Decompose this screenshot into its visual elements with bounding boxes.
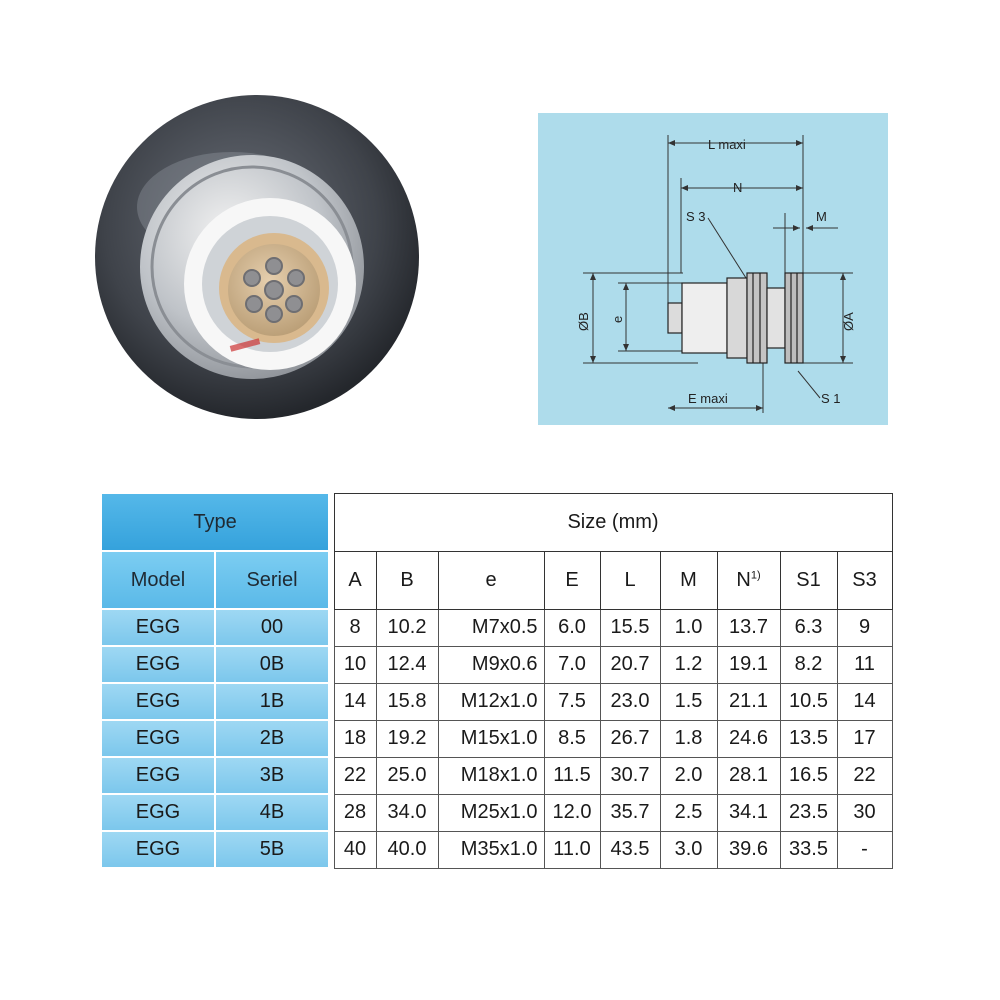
cell-serial: 0B	[215, 646, 329, 683]
cell-m: 1.2	[660, 646, 717, 683]
cell-s1: 33.5	[780, 831, 837, 868]
column-header-a: A	[334, 551, 376, 609]
cell-model: EGG	[101, 720, 215, 757]
table-row	[101, 720, 892, 757]
column-header-s3: S3	[837, 551, 892, 609]
model-column-header: Model	[101, 551, 215, 609]
cell-n: 19.1	[717, 646, 780, 683]
cell-n: 24.6	[717, 720, 780, 757]
column-header-m: M	[660, 551, 717, 609]
cell-serial: 2B	[215, 720, 329, 757]
connector-photo	[92, 92, 422, 422]
cell-e-thread: M9x0.6	[438, 646, 544, 683]
cell-a: 14	[334, 683, 376, 720]
dimension-table	[100, 492, 893, 869]
serial-column-header: Seriel	[215, 551, 329, 609]
cell-e: 7.0	[544, 646, 600, 683]
cell-s1: 10.5	[780, 683, 837, 720]
cell-b: 10.2	[376, 609, 438, 646]
column-header-b: B	[376, 551, 438, 609]
cell-l: 30.7	[600, 757, 660, 794]
cell-l: 43.5	[600, 831, 660, 868]
table-row	[101, 646, 892, 683]
cell-m: 1.5	[660, 683, 717, 720]
cell-e: 6.0	[544, 609, 600, 646]
cell-s1: 16.5	[780, 757, 837, 794]
connector-photo-graphic	[92, 92, 422, 422]
cell-serial: 00	[215, 609, 329, 646]
cell-model: EGG	[101, 646, 215, 683]
cell-serial: 1B	[215, 683, 329, 720]
table-row	[101, 794, 892, 831]
dimension-diagram	[538, 113, 888, 425]
cell-m: 1.0	[660, 609, 717, 646]
cell-m: 2.5	[660, 794, 717, 831]
cell-m: 2.0	[660, 757, 717, 794]
cell-s1: 23.5	[780, 794, 837, 831]
column-header-n-label: N	[736, 568, 751, 591]
cell-n: 21.1	[717, 683, 780, 720]
cell-e-thread: M15x1.0	[438, 720, 544, 757]
label-l-maxi: L maxi	[708, 137, 746, 152]
cell-s3: 22	[837, 757, 892, 794]
cell-a: 22	[334, 757, 376, 794]
cell-s3: 9	[837, 609, 892, 646]
cell-s3: 14	[837, 683, 892, 720]
cell-l: 26.7	[600, 720, 660, 757]
cell-e-thread: M35x1.0	[438, 831, 544, 868]
cell-s3: -	[837, 831, 892, 868]
cell-s3: 30	[837, 794, 892, 831]
cell-b: 34.0	[376, 794, 438, 831]
cell-e-thread: M25x1.0	[438, 794, 544, 831]
table-row	[101, 609, 892, 646]
cell-n: 39.6	[717, 831, 780, 868]
label-s3: S 3	[686, 209, 706, 224]
cell-serial: 4B	[215, 794, 329, 831]
type-header: Type	[101, 493, 329, 551]
size-header: Size (mm)	[334, 493, 892, 551]
cell-serial: 5B	[215, 831, 329, 868]
cell-serial: 3B	[215, 757, 329, 794]
cell-b: 15.8	[376, 683, 438, 720]
label-m: M	[816, 209, 827, 224]
cell-m: 1.8	[660, 720, 717, 757]
label-n: N	[733, 180, 743, 195]
cell-s3: 11	[837, 646, 892, 683]
cell-n: 28.1	[717, 757, 780, 794]
cell-s3: 17	[837, 720, 892, 757]
cell-a: 28	[334, 794, 376, 831]
column-header-e: E	[544, 551, 600, 609]
column-header-n	[717, 551, 780, 609]
cell-a: 18	[334, 720, 376, 757]
label-s1: S 1	[821, 391, 841, 406]
cell-m: 3.0	[660, 831, 717, 868]
column-header-s1: S1	[780, 551, 837, 609]
cell-a: 40	[334, 831, 376, 868]
cell-model: EGG	[101, 794, 215, 831]
column-header-e-thread: e	[438, 551, 544, 609]
cell-model: EGG	[101, 757, 215, 794]
cell-e: 8.5	[544, 720, 600, 757]
column-header-l: L	[600, 551, 660, 609]
cell-s1: 6.3	[780, 609, 837, 646]
cell-s1: 13.5	[780, 720, 837, 757]
cell-a: 8	[334, 609, 376, 646]
cell-l: 20.7	[600, 646, 660, 683]
cell-s1: 8.2	[780, 646, 837, 683]
cell-b: 12.4	[376, 646, 438, 683]
cell-b: 19.2	[376, 720, 438, 757]
cell-e-thread: M12x1.0	[438, 683, 544, 720]
cell-model: EGG	[101, 831, 215, 868]
cell-e: 7.5	[544, 683, 600, 720]
cell-e-thread: M7x0.5	[438, 609, 544, 646]
label-e: e	[610, 315, 625, 323]
table-row	[101, 831, 892, 868]
cell-model: EGG	[101, 609, 215, 646]
cell-n: 13.7	[717, 609, 780, 646]
label-a: ØA	[841, 312, 856, 331]
cell-e: 11.5	[544, 757, 600, 794]
cell-l: 23.0	[600, 683, 660, 720]
label-e-maxi: E maxi	[688, 391, 728, 406]
cell-b: 25.0	[376, 757, 438, 794]
column-header-n-footnote: 1)	[750, 568, 761, 581]
cell-e-thread: M18x1.0	[438, 757, 544, 794]
cell-l: 15.5	[600, 609, 660, 646]
cell-n: 34.1	[717, 794, 780, 831]
cell-l: 35.7	[600, 794, 660, 831]
cell-model: EGG	[101, 683, 215, 720]
dimension-drawing	[538, 113, 888, 425]
table-row	[101, 757, 892, 794]
cell-e: 11.0	[544, 831, 600, 868]
cell-e: 12.0	[544, 794, 600, 831]
table-row	[101, 683, 892, 720]
cell-b: 40.0	[376, 831, 438, 868]
cell-a: 10	[334, 646, 376, 683]
label-b: ØB	[576, 312, 591, 331]
